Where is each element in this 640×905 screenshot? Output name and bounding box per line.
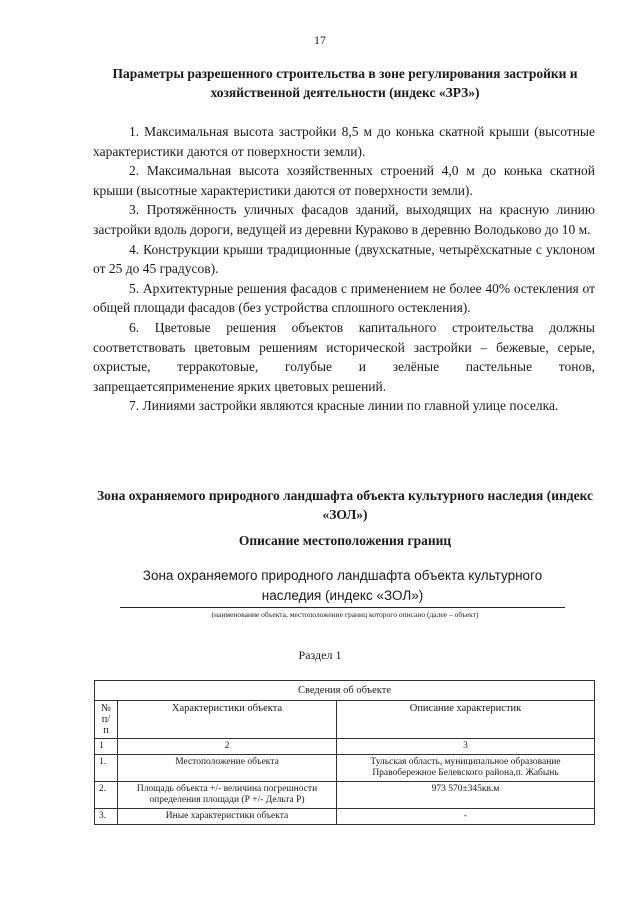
row-number: 1. xyxy=(95,755,118,782)
paragraph-4: 4. Конструкции крыши традиционные (двухскатные, четырёхскатные с уклоном от 25 до 45 градусов). xyxy=(93,241,595,277)
heading-zol: Зона охраняемого природного ландшафта объекта культурного наследия (индекс «ЗОЛ») xyxy=(96,488,594,522)
row-description: - xyxy=(337,809,595,825)
col-number-3: 3 xyxy=(337,739,595,755)
object-name: Зона охраняемого природного ландшафта объекта культурного наследия (индекс «ЗОЛ») xyxy=(120,566,565,608)
table-row xyxy=(95,782,595,809)
row-number: 3. xyxy=(95,809,118,825)
table-title: Сведения об объекте xyxy=(95,681,595,701)
page-number: 17 xyxy=(314,33,326,47)
heading-description: Описание местоположения границ xyxy=(238,533,452,548)
table-row xyxy=(95,809,595,825)
header-number: № п/п xyxy=(95,701,118,739)
zrz-parameters xyxy=(93,122,595,416)
paragraph-5: 5. Архитектурные решения фасадов с применением не более 40% остекления от общей площади фасадов (без устройства сплошного остекления). xyxy=(93,280,595,316)
paragraph-2: 2. Максимальная высота хозяйственных строений 4,0 м до конька скатной крыши (высотные характеристики даются от поверхности земли). xyxy=(93,163,595,198)
row-description: 973 570±345кв.м xyxy=(337,782,595,809)
paragraph-1: 1. Максимальная высота застройки 8,5 м до конька скатной крыши (высотные характеристики даются от поверхности земли). xyxy=(93,124,595,159)
header-characteristic: Характеристики объекта xyxy=(118,701,337,739)
row-characteristic: Площадь объекта +/- величина погрешности определения площади (Р +/- Дельта Р) xyxy=(118,782,337,809)
section-label: Раздел 1 xyxy=(298,648,342,662)
paragraph-3: 3. Протяжённость уличных фасадов зданий, выходящих на красную линию застройки вдоль дороги, ведущей из деревни Кураково в деревню Володьково до 10 м. xyxy=(93,202,595,237)
row-description: Тульская область, муниципальное образование Правобережное Белевского района,п. Жабынь xyxy=(337,755,595,782)
paragraph-7: 7. Линиями застройки являются красные линии по главной улице поселка. xyxy=(129,398,559,414)
row-characteristic: Иные характеристики объекта xyxy=(118,809,337,825)
object-info-table xyxy=(94,680,595,825)
heading-zrz: Параметры разрешенного строительства в зоне регулирования застройки и хозяйственной деятельности (индекс «ЗРЗ») xyxy=(112,66,578,100)
table-row xyxy=(95,755,595,782)
col-number-1: 1 xyxy=(95,739,118,755)
header-description: Описание характеристик xyxy=(337,701,595,739)
row-number: 2. xyxy=(95,782,118,809)
row-characteristic: Местоположение объекта xyxy=(118,755,337,782)
col-number-2: 2 xyxy=(118,739,337,755)
paragraph-6: 6. Цветовые решения объектов капитального строительства должны соответствовать цветовым решениям исторической застройки – бежевые, серые, охристые, терракотовые, голубые и зелёные пастельные тонов, запрещаетсяприменение ярких цветовых решений. xyxy=(93,319,595,394)
object-caption: (наименование объекта, местоположение границ которого описано (далее – объект) xyxy=(211,610,479,619)
